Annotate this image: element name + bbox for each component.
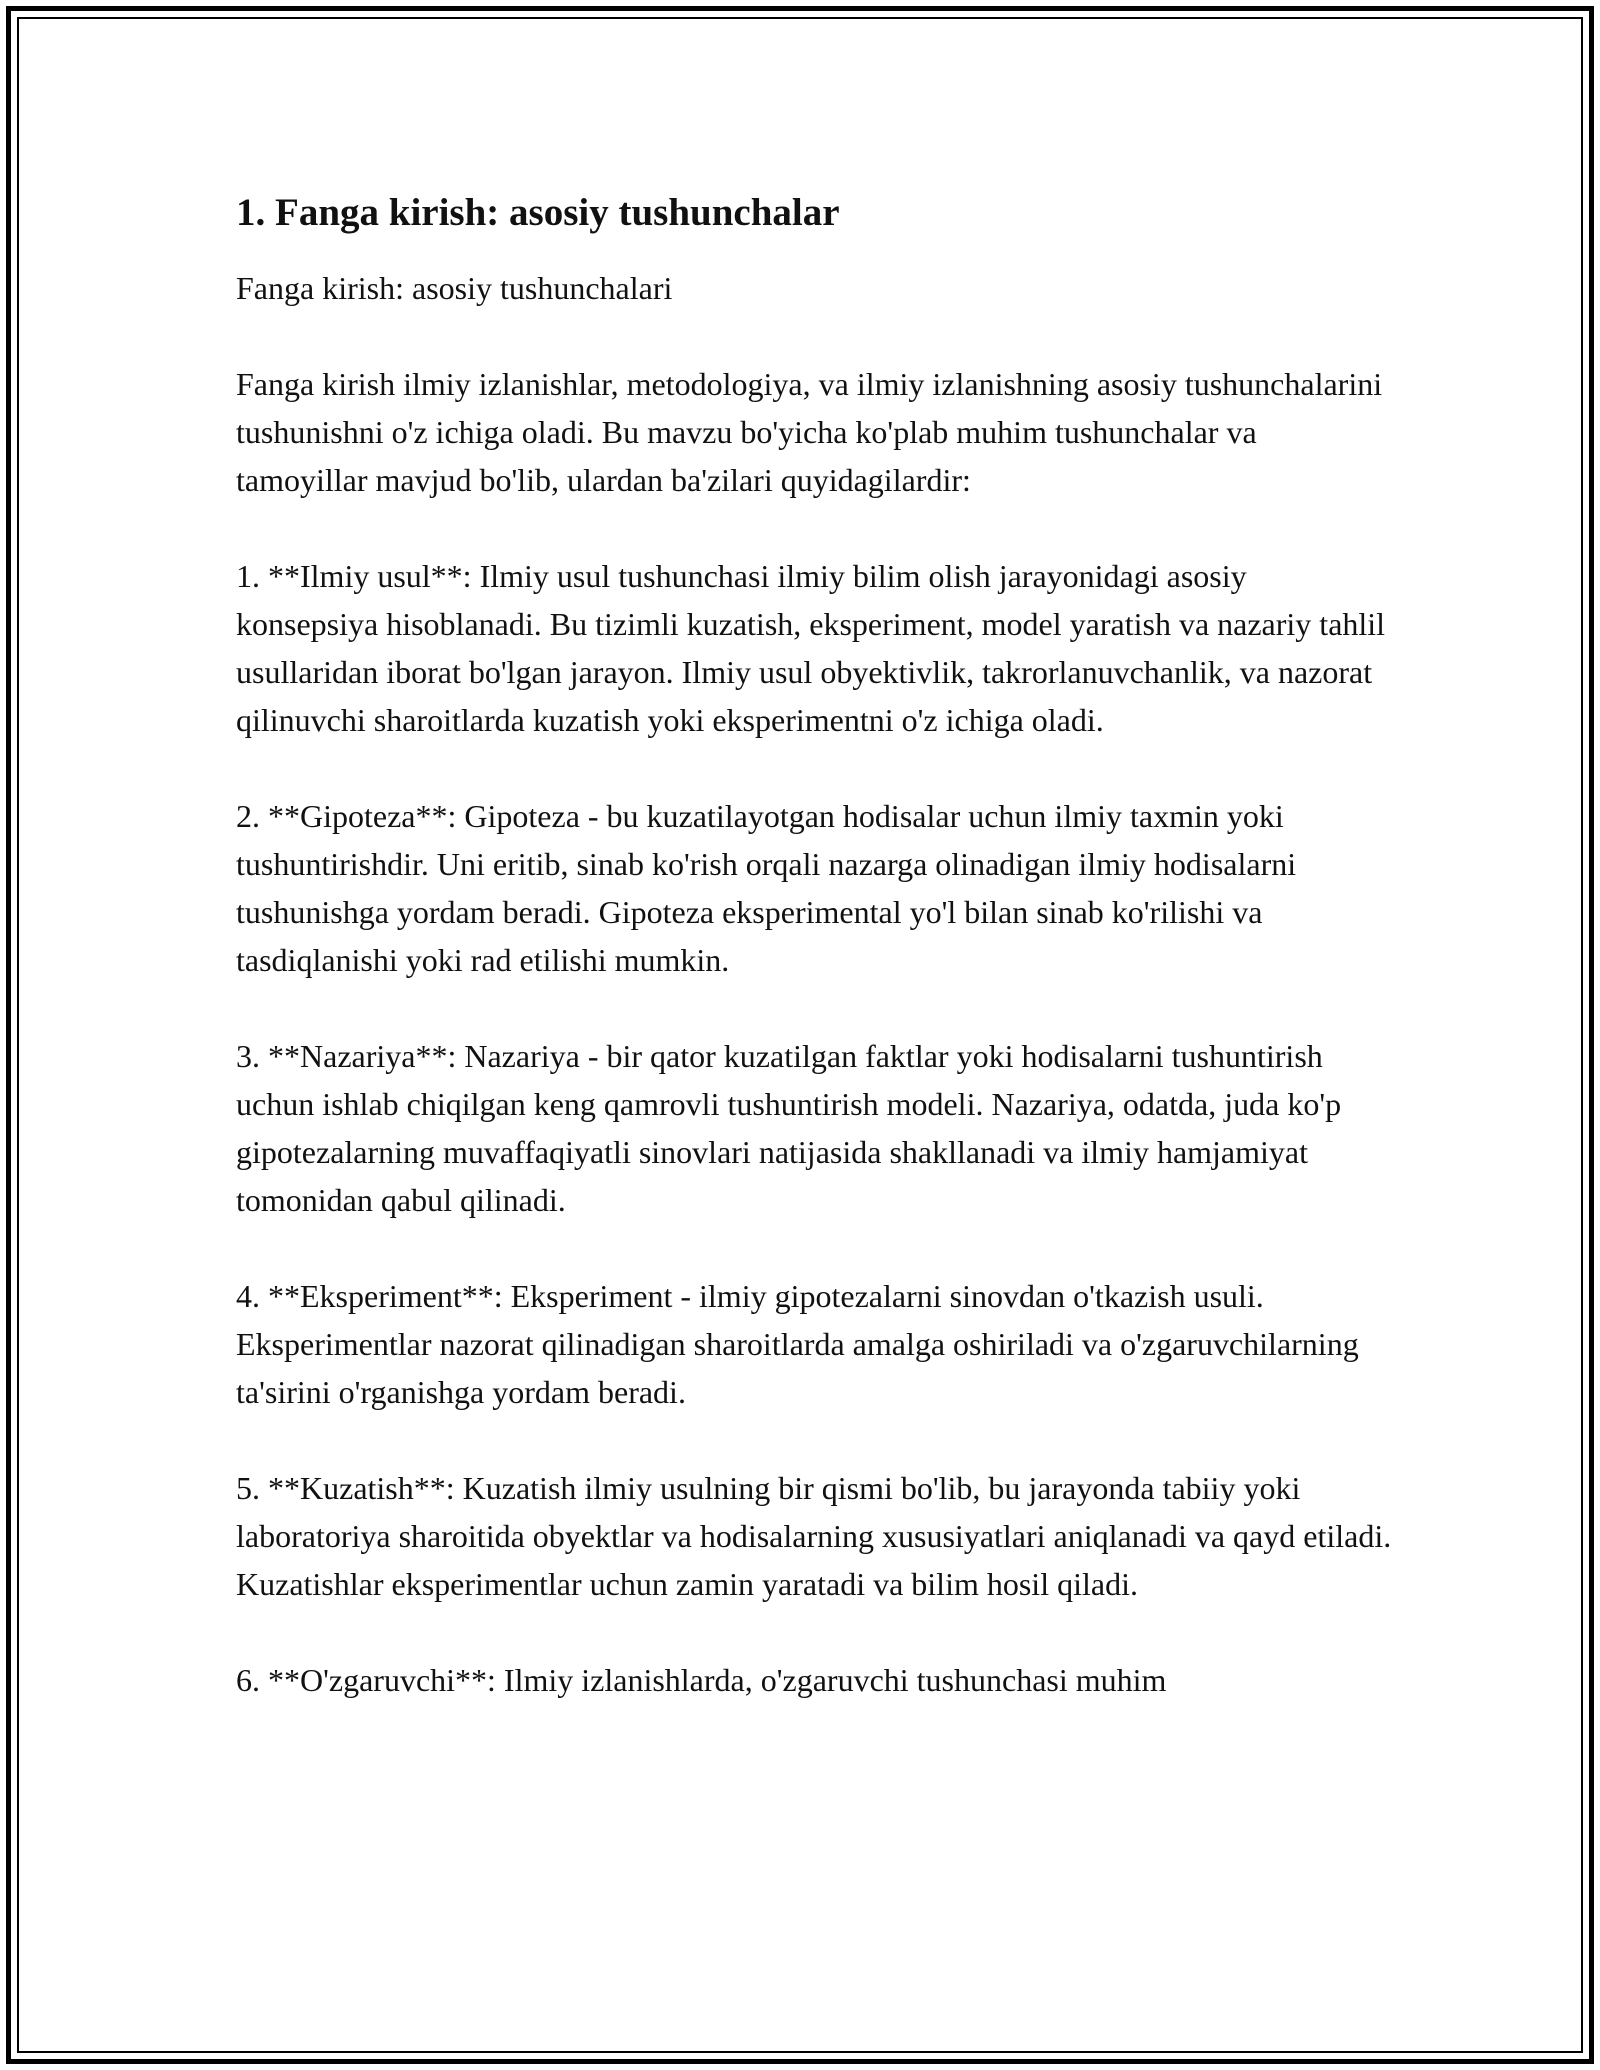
item-observation: 5. **Kuzatish**: Kuzatish ilmiy usulning bir qismi bo'lib, bu jarayonda tabiiy yoki laboratoriya sharoitida obyektlar va hodisalarning xususiyatlari aniqlanadi va qayd etiladi. Kuzatishlar eksperimentlar uchun zamin yaratadi va bilim hosil qiladi.	[236, 1470, 1392, 1602]
item-variable: 6. **O'zgaruvchi**: Ilmiy izlanishlarda, o'zgaruvchi tushunchasi muhim	[236, 1662, 1167, 1698]
item-hypothesis: 2. **Gipoteza**: Gipoteza - bu kuzatilayotgan hodisalar uchun ilmiy taxmin yoki tushuntirishdir. Uni eritib, sinab ko'rish orqali nazarga olinadigan ilmiy hodisalarni tushunishga yordam beradi. Gipoteza eksperimental yo'l bilan sinab ko'rilishi va tasdiqlanishi yoki rad etilishi mumkin.	[236, 798, 1297, 978]
document-heading: 1. Fanga kirish: asosiy tushunchalar	[236, 191, 840, 234]
item-theory: 3. **Nazariya**: Nazariya - bir qator kuzatilgan faktlar yoki hodisalarni tushuntirish uchun ishlab chiqilgan keng qamrovli tushuntirish modeli. Nazariya, odatda, juda ko'p gipotezalarning muvaffaqiyatli sinovlari natijasida shakllanadi va ilmiy hamjamiyat tomonidan qabul qilinadi.	[236, 1038, 1342, 1218]
item-scientific-method: 1. **Ilmiy usul**: Ilmiy usul tushunchasi ilmiy bilim olish jarayonidagi asosiy konsepsiya hisoblanadi. Bu tizimli kuzatish, eksperiment, model yaratish va nazariy tahlil usullaridan iborat bo'lgan jarayon. Ilmiy usul obyektivlik, takrorlanuvchanlik, va nazorat qilinuvchi sharoitlarda kuzatish yoki eksperimentni o'z ichiga oladi.	[236, 558, 1386, 738]
document-body	[236, 186, 1396, 1704]
intro-paragraph: Fanga kirish ilmiy izlanishlar, metodologiya, va ilmiy izlanishning asosiy tushunchalarini tushunishni o'z ichiga oladi. Bu mavzu bo'yicha ko'plab muhim tushunchalar va tamoyillar mavjud bo'lib, ulardan ba'zilari quyidagilardir:	[236, 366, 1383, 498]
item-experiment: 4. **Eksperiment**: Eksperiment - ilmiy gipotezalarni sinovdan o'tkazish usuli. Eksperimentlar nazorat qilinadigan sharoitlarda amalga oshiriladi va o'zgaruvchilarning ta'sirini o'rganishga yordam beradi.	[236, 1278, 1359, 1410]
subtitle-paragraph: Fanga kirish: asosiy tushunchalari	[236, 270, 673, 306]
